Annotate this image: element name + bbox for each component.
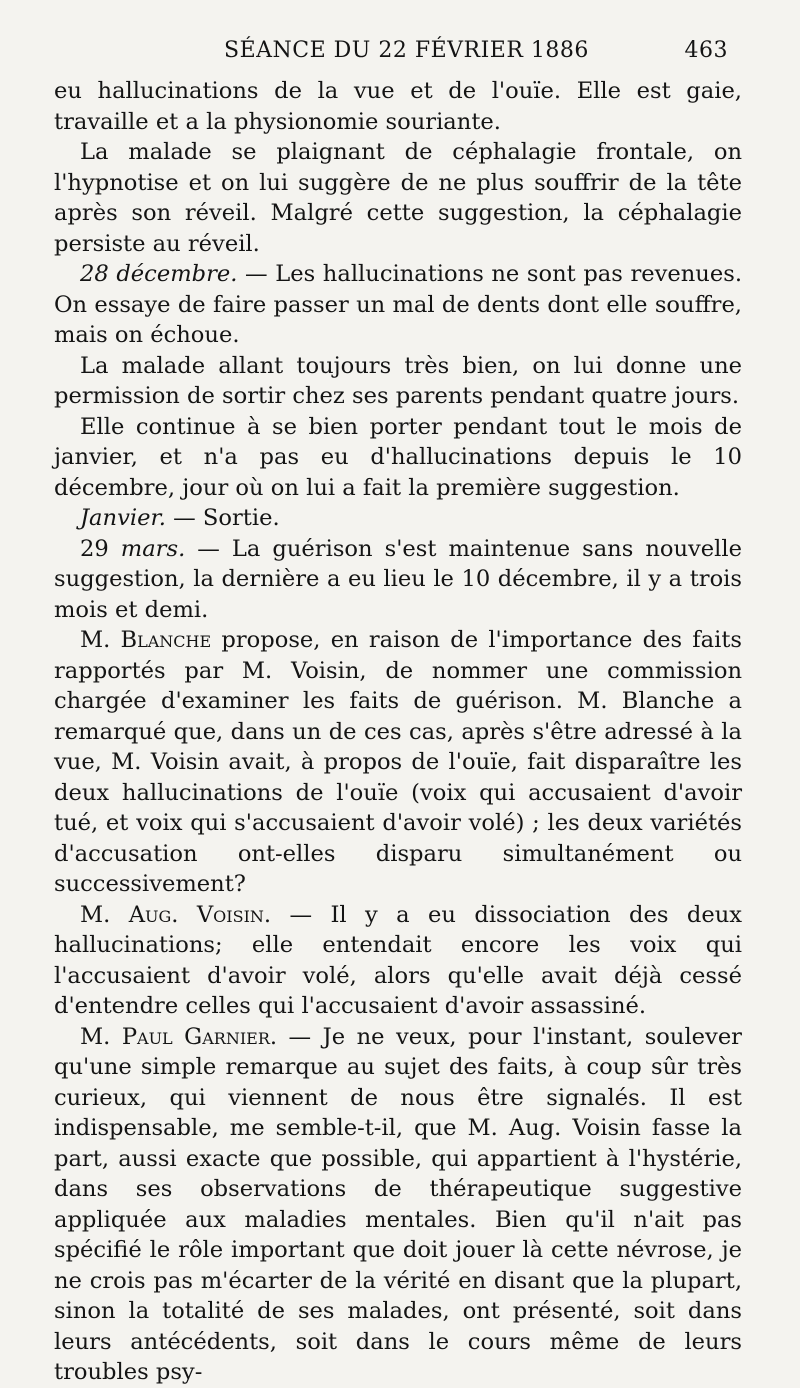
entry-date: 28 décembre. [80,261,238,287]
entry-date: mars. [120,535,186,562]
paragraph [54,412,742,504]
body-text [54,76,742,1388]
speaker-name: M. Blanche [80,627,212,653]
speaker-name: M. Paul Garnier. [80,1023,278,1050]
entry-date: Janvier. [80,505,166,531]
speaker-name: M. Aug. Voisin. [80,901,272,928]
paragraph [54,625,742,900]
paragraph-text: — La guérison s'est maintenue sans nouvelle suggestion, la dernière a eu lieu le 10 décembre, il y a trois mois et demi. [54,535,742,623]
paragraph [54,900,742,1022]
paragraph [54,259,742,351]
paragraph [54,1022,742,1388]
paragraph-text: Elle continue à se bien porter pendant tout le mois de janvier, et n'a pas eu d'hallucinations depuis le 10 décembre, jour où on lui a fait la première suggestion. [54,413,742,501]
paragraph-text: propose, en raison de l'importance des faits rapportés par M. Voisin, de nommer une commission chargée d'examiner les faits de guérison. M. Blanche a remarqué que, dans un de ces cas, après s'être adressé à la vue, M. Voisin avait, à propos de l'ouïe, fait disparaître les deux hallucinations de l'ouïe (voix qui accusaient d'avoir tué, et voix qui s'accusaient d'avoir volé) ; les deux variétés d'accusation ont-elles disparu simultanément ou successivement? [54,627,742,897]
running-head [54,38,742,72]
paragraph [54,503,742,534]
paragraph-text: La malade allant toujours très bien, on lui donne une permission de sortir chez ses parents pendant quatre jours. [54,352,742,409]
entry-day: 29 [80,535,121,562]
paragraph-text: — Je ne veux, pour l'instant, soulever qu'une simple remarque au sujet des faits, à coup sûr très curieux, qui viennent de nous être signalés. Il est indispensable, me semble-t-il, que M. Aug. Voisin fasse la part, aussi exacte que possible, qui appartient à l'hystérie, dans ses observations de thérapeutique suggestive appliquée aux maladies mentales. Bien qu'il n'ait pas spécifié le rôle important que doit jouer là cette névrose, je ne crois pas m'écarter de la vérité en disant que la plupart, sinon la totalité de ses malades, ont présenté, soit dans leurs antécédents, soit dans le cours même de leurs troubles psy- [54,1023,742,1385]
paragraph [54,76,742,137]
paragraph-text: eu hallucinations de la vue et de l'ouïe. Elle est gaie, travaille et a la physionomie souriante. [54,78,742,135]
running-title: SÉANCE DU 22 FÉVRIER 1886 [224,38,589,63]
page-number: 463 [684,38,728,63]
paragraph [54,351,742,412]
paragraph-text: — Les hallucinations ne sont pas revenues. On essaye de faire passer un mal de dents dont elle souffre, mais on échoue. [54,261,743,348]
paragraph-text: — Il y a eu dissociation des deux hallucinations; elle entendait encore les voix qui l'accusaient d'avoir volé, alors qu'elle avait déjà cessé d'entendre celles qui l'accusaient d'avoir assassiné. [54,901,742,1019]
paragraph-text: La malade se plaignant de céphalagie frontale, on l'hypnotise et on lui suggère de ne plus souffrir de la tête après son réveil. Malgré cette suggestion, la céphalagie persiste au réveil. [54,139,742,257]
paragraph [54,534,742,626]
paragraph-text: — Sortie. [165,505,280,531]
paragraph [54,137,742,259]
